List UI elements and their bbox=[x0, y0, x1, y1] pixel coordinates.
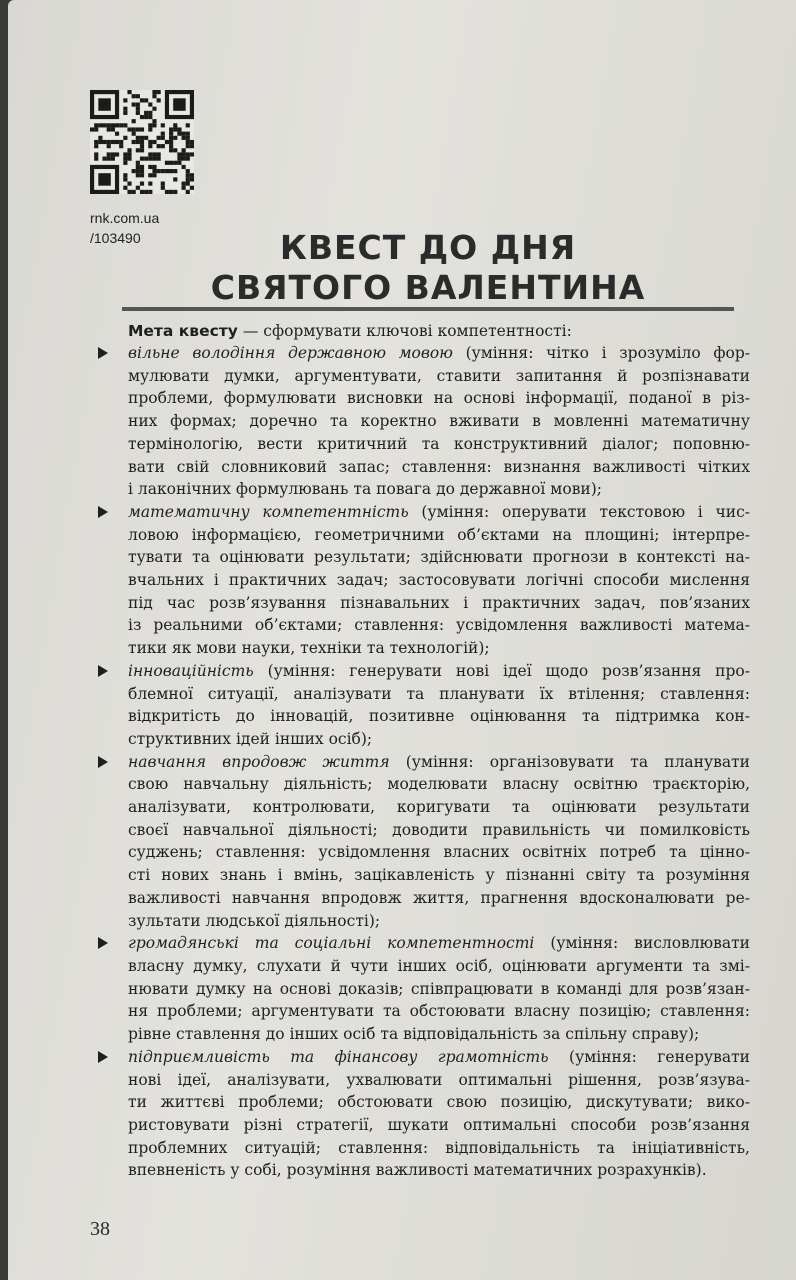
list-item bbox=[90, 342, 750, 501]
list-item bbox=[90, 660, 750, 751]
competence-description: суджень; ставлення: усвідомлення власних освітніх потреб та цінно- bbox=[128, 843, 750, 862]
qr-code bbox=[90, 90, 194, 194]
text-line bbox=[128, 819, 750, 842]
competence-description: із реальними об’єктами; ставлення: усвідомлення важливості матема- bbox=[128, 616, 750, 635]
competence-description: (уміння: оперувати текстовою і чис- bbox=[408, 502, 750, 521]
goal-paragraph bbox=[128, 320, 750, 342]
competence-description: проблеми, формулювати висновки на основі інформації, поданої в різ- bbox=[128, 389, 750, 408]
triangle-bullet-icon bbox=[98, 665, 108, 677]
competence-term: вільне володіння державною мовою bbox=[128, 344, 453, 362]
text-line bbox=[128, 1114, 750, 1137]
competence-description: впевненість у собі, розуміння важливості математичних розрахунків). bbox=[128, 1161, 707, 1180]
text-line bbox=[128, 955, 750, 978]
competence-description: блемної ситуації, аналізувати та планувати їх втілення; ставлення: bbox=[128, 684, 750, 703]
text-line bbox=[128, 932, 750, 955]
text-line bbox=[128, 1023, 750, 1046]
competence-description: (уміння: генерувати нові ідеї щодо розв’язання про- bbox=[253, 661, 750, 680]
text-line bbox=[128, 728, 750, 751]
competence-description: термінологію, вести критичний та конструктивний діалог; поповню- bbox=[128, 434, 750, 453]
text-line bbox=[128, 456, 750, 479]
competence-description: (уміння: генерувати bbox=[548, 1047, 750, 1066]
competence-description: (уміння: чітко і зрозуміло фор- bbox=[452, 344, 750, 362]
text-line bbox=[128, 683, 750, 706]
text-line bbox=[128, 705, 750, 728]
text-line bbox=[128, 614, 750, 637]
competence-description: тувати та оцінювати результати; здійснювати прогнози в контексті на- bbox=[128, 548, 750, 567]
text-line bbox=[128, 637, 750, 660]
competence-description: зультати людської діяльності); bbox=[128, 911, 381, 930]
page-number: 38 bbox=[90, 1218, 110, 1240]
text-line bbox=[128, 887, 750, 910]
text-line bbox=[128, 569, 750, 592]
text-line bbox=[128, 342, 750, 365]
text-line bbox=[128, 1091, 750, 1114]
competence-description: свою навчальну діяльність; моделювати власну освітню траєкторію, bbox=[128, 775, 750, 794]
text-line bbox=[128, 910, 750, 933]
text-line bbox=[128, 410, 750, 433]
text-line bbox=[128, 1159, 750, 1182]
text-line bbox=[128, 1046, 750, 1069]
competence-description: відкритість до інновацій, позитивне оцінювання та підтримка кон- bbox=[128, 707, 750, 726]
list-item bbox=[90, 932, 750, 1046]
text-line bbox=[128, 1137, 750, 1160]
competence-description: і лаконічних формулювань та повага до державної мови); bbox=[128, 480, 603, 499]
book-page bbox=[8, 0, 796, 1280]
competence-description: під час розв’язування пізнавальних і практичних задач, пов’язаних bbox=[128, 593, 750, 612]
goal-text: — сформувати ключові компетентності: bbox=[237, 322, 572, 340]
qr-link[interactable]: rnk.com.ua bbox=[90, 210, 160, 226]
text-line bbox=[128, 864, 750, 887]
competence-term: підприємливість та фінансову грамотність bbox=[128, 1047, 549, 1066]
text-line bbox=[128, 501, 750, 524]
text-line bbox=[128, 773, 750, 796]
text-line bbox=[128, 365, 750, 388]
title-line-2: СВЯТОГО ВАЛЕНТИНА bbox=[210, 268, 646, 307]
text-line bbox=[128, 546, 750, 569]
text-line bbox=[128, 978, 750, 1001]
text-line bbox=[128, 841, 750, 864]
text-line bbox=[128, 387, 750, 410]
qr-code-id: /103490 bbox=[90, 230, 141, 246]
title-underline bbox=[122, 307, 734, 311]
competence-description: них формах; доречно та коректно вживати в мовленні математичну bbox=[128, 412, 750, 431]
competence-description: структивних ідей інших осіб); bbox=[128, 729, 373, 748]
list-item bbox=[90, 501, 750, 660]
competence-description: мулювати думки, аргументувати, ставити запитання й розпізнавати bbox=[128, 366, 750, 385]
competence-term: навчання впродовж життя bbox=[128, 752, 390, 771]
competence-description: нові ідеї, аналізувати, ухвалювати оптимальні рішення, розв’язува- bbox=[128, 1070, 750, 1089]
list-item bbox=[90, 1046, 750, 1182]
triangle-bullet-icon bbox=[98, 937, 108, 949]
competence-description: проблемних ситуацій; ставлення: відповідальність та ініціативність, bbox=[128, 1138, 750, 1157]
competence-description: ня проблеми; аргументувати та обстоювати власну позицію; ставлення: bbox=[128, 1002, 750, 1021]
competence-description: нювати думку на основі доказів; співпрацювати в команді для розв’язан- bbox=[128, 979, 750, 998]
competence-description: сті нових знань і вмінь, зацікавленість у пізнанні світу та розуміння bbox=[128, 866, 750, 885]
text-line bbox=[128, 433, 750, 456]
competence-description: важливості навчання впродовж життя, прагнення вдосконалювати ре- bbox=[128, 888, 750, 907]
text-line bbox=[128, 751, 750, 774]
competence-term: інноваційність bbox=[128, 661, 254, 680]
competence-description: рівне ставлення до інших осіб та відповідальність за спільну справу); bbox=[128, 1025, 700, 1044]
text-line bbox=[128, 524, 750, 547]
text-line bbox=[128, 660, 750, 683]
text-line bbox=[128, 1000, 750, 1023]
competence-term: громадянські та соціальні компетентності bbox=[128, 934, 535, 953]
page-title bbox=[118, 228, 738, 308]
competence-description: тики як мови науки, техніки та технологій); bbox=[128, 639, 490, 658]
competence-description: своєї навчальної діяльності; доводити правильність чи помилковість bbox=[128, 820, 750, 839]
text-line bbox=[128, 478, 750, 501]
list-item bbox=[90, 751, 750, 933]
competence-description: ловою інформацією, геометричними об’єктами на площині; інтерпре- bbox=[128, 525, 750, 544]
text-line bbox=[128, 592, 750, 615]
competence-description: аналізувати, контролювати, коригувати та оцінювати результати bbox=[128, 798, 750, 817]
competence-description: власну думку, слухати й чути інших осіб, оцінювати аргументи та змі- bbox=[128, 956, 750, 975]
triangle-bullet-icon bbox=[98, 347, 108, 359]
goal-label: Мета квесту bbox=[128, 322, 238, 340]
competence-description: ти життєві проблеми; обстоювати свою позицію, дискутувати; вико- bbox=[128, 1093, 750, 1112]
competence-description: (уміння: висловлювати bbox=[534, 934, 750, 953]
text-line bbox=[128, 796, 750, 819]
competence-term: математичну компетентність bbox=[128, 502, 409, 521]
competence-description: ристовувати різні стратегії, шукати оптимальні способи розв’язання bbox=[128, 1115, 750, 1134]
competence-description: вчальних і практичних задач; застосовувати логічні способи мислення bbox=[128, 571, 750, 590]
competence-description: (уміння: організовувати та планувати bbox=[389, 752, 750, 771]
triangle-bullet-icon bbox=[98, 1051, 108, 1063]
competence-description: вати свій словниковий запас; ставлення: визнання важливості чітких bbox=[128, 457, 750, 476]
main-text bbox=[90, 320, 750, 1182]
triangle-bullet-icon bbox=[98, 506, 108, 518]
text-line bbox=[128, 1069, 750, 1092]
title-line-1: КВЕСТ ДО ДНЯ bbox=[279, 228, 577, 267]
competence-list bbox=[90, 342, 750, 1182]
triangle-bullet-icon bbox=[98, 756, 108, 768]
